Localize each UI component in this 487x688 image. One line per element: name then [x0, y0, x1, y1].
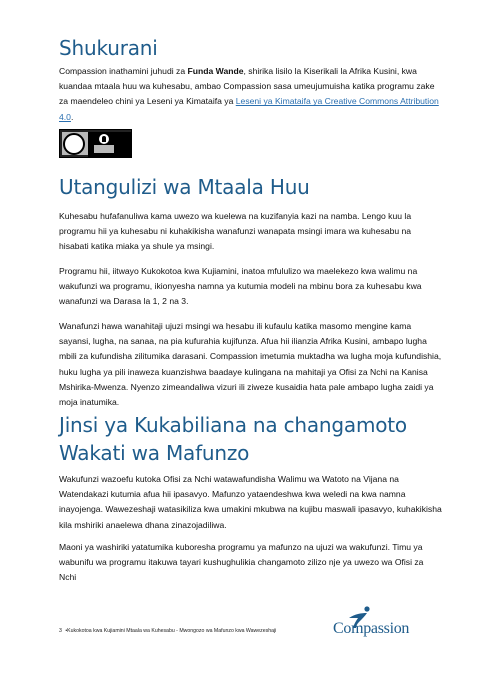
by-label [94, 145, 114, 153]
acknowledgement-paragraph [59, 64, 442, 125]
training-paragraph-2: Maoni ya washiriki yatatumika kuboresha programu ya mafunzo na ujuzi wa wakufunzi. Timu ya wabunifu wa programu itakuwa tayari kushughulikia changamoto zilizo nje ya uwezo wa Ofisi za Nchi [59, 542, 424, 583]
training-paragraph-1: Wakufunzi wazoefu kutoka Ofisi za Nchi watawafundisha Walimu wa Watoto na Vijana na Watendakazi kutumia afua hii ipasavyo. Mafunzo yataendeshwa kwa weledi na kwa namna inayojenga. Wawezeshaji watasikiliza kwa umakini mkubwa na kujibu maswali ipasavyo, kuhakikisha kila mshiriki anaelewa dhana zinazojadiliwa. [59, 474, 442, 530]
cc-icon [63, 133, 85, 155]
cc-by-license-badge [59, 129, 132, 158]
compassion-wordmark: Compassion [333, 620, 410, 637]
section-title-shukurani: Shukurani [59, 36, 158, 60]
ack-text-middle: , shirika lisilo la Kiserikali la Afrika Kusini, kwa kuandaa mtaala huu wa kuhesabu, ambao Compassion sasa umeujumuisha katika programu zake za maendeleo chini ya Leseni ya Kimataifa ya [59, 66, 435, 107]
license-link[interactable]: Leseni ya Kimataifa ya Creative Commons Attribution 4.0 [59, 96, 439, 122]
intro-paragraph-2: Programu hii, iitwayo Kukokotoa kwa Kujiamini, inatoa mfululizo wa maelekezo kwa walimu na wakufunzi wa programu, ikionyesha namna ya kutumia modeli na mbinu bora za kuhesabu kwa wanafunzi wa Darasa la 1, 2 na 3. [59, 266, 422, 307]
intro-paragraph-3: Wanafunzi hawa wanahitaji ujuzi msingi wa hesabu ili kufaulu katika masomo mengine kama sayansi, lugha, na sanaa, na pia kufurahia kujifunza. Afua hii ilianzia Afrika Kusini, ambapo lugha mbili za kufundisha zilitumika darasani. Compassion imetumia muktadha wa lugha moja kufundishia, huku lugha ya pili inaweza kuanzishwa baadaye kulingana na mahitaji ya Ofisi za Nchi na Kanisa Mshirika-Mwenza. Nyenzo zimeandaliwa vizuri ili ziweze kusaidia hata pale ambapo lugha zaidi ya moja inatumika. [59, 321, 442, 408]
page-footer [59, 628, 276, 634]
footer-text: •Kukokotoa kwa Kujiamini Mtaala wa Kuhesabu - Mwongozo wa Mafunzo kwa Wawezeshaji [65, 628, 277, 634]
ack-organization-name: Funda Wande [187, 66, 244, 76]
section-title-jinsi: Jinsi ya Kukabiliana na changamoto Wakati wa Mafunzo [59, 413, 407, 465]
section-title-utangulizi: Utangulizi wa Mtaala Huu [59, 175, 310, 199]
ack-text-start: Compassion inathamini juhudi za [59, 66, 188, 76]
intro-paragraph-1: Kuhesabu hufafanuliwa kama uwezo wa kuelewa na kuzifanyia kazi na namba. Lengo kuu la programu hii ya kuhesabu ni kuhakikisha wanafunzi wanapata msingi imara wa kuhesabu na hisabati katika miaka ya shule ya msingi. [59, 211, 412, 252]
compassion-logo [333, 606, 433, 642]
page-number: 3 [59, 628, 62, 634]
ack-text-end: . [70, 111, 74, 122]
